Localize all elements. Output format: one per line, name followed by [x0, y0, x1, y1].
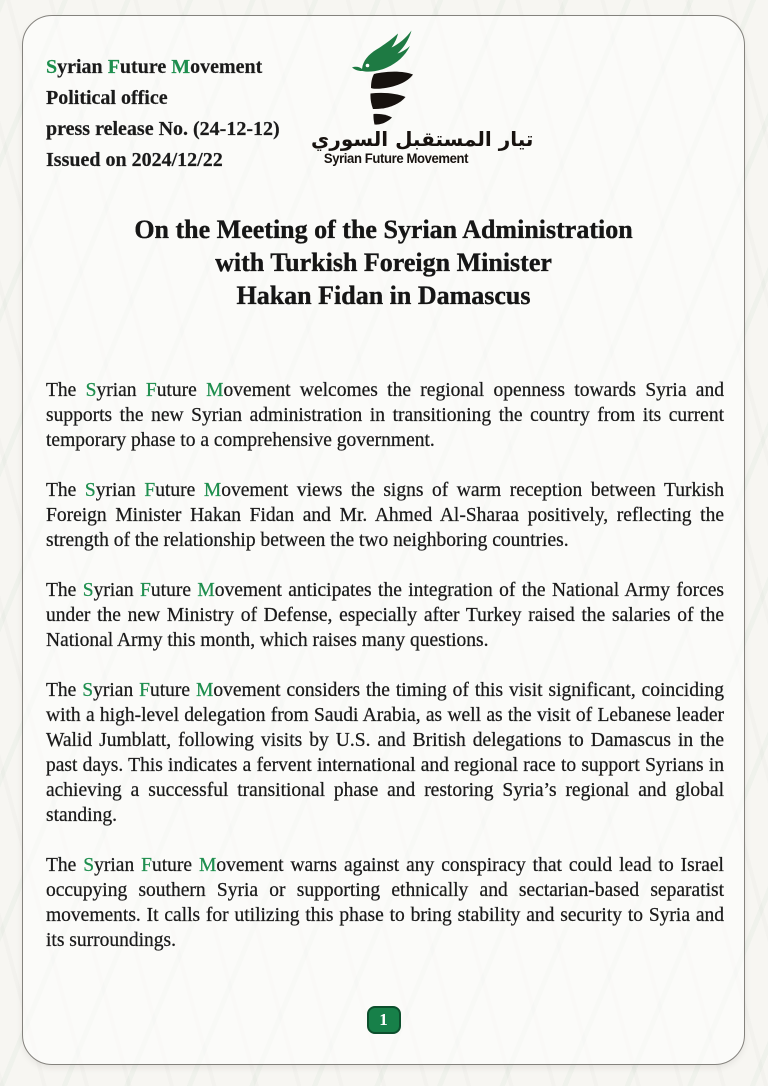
- header-info: [46, 52, 280, 176]
- brand-name: The Syrian Future Movement: [46, 580, 289, 601]
- paragraph-5: The Syrian Future Movement warns against any conspiracy that could lead to Israel occupying southern Syria or supporting ethnically and sectarian-based separatist movements. It calls for utilizing this phase to bring stability and security to Syria and its surroundings.: [46, 855, 724, 951]
- header-release-number: press release No. (24-12-12): [46, 118, 280, 140]
- logo: [311, 29, 534, 166]
- page-number-badge: 1: [367, 1006, 401, 1034]
- header-brand-line: Syrian Future Movement: [46, 56, 263, 78]
- paragraph-3: The Syrian Future Movement anticipates the integration of the National Army forces under the new Ministry of Defense, especially after Turkey raised the salaries of the National Army this month, which raises many questions.: [46, 580, 724, 651]
- title-line-3: Hakan Fidan in Damascus: [236, 281, 531, 310]
- title-line-1: On the Meeting of the Syrian Administration: [134, 215, 633, 244]
- brand-name: The Syrian Future Movement: [46, 380, 300, 401]
- eagle-flame-icon: [311, 29, 481, 125]
- paragraph-4: The Syrian Future Movement considers the timing of this visit significant, coinciding with a high-level delegation from Saudi Arabia, as well as the visit of Lebanese leader Walid Jumblatt, following visits by U.S. and British delegations to Damascus in the past days. This indicates a fervent international and regional race to support Syrians in achieving a successful transitional phase and restoring Syria’s regional and global standing.: [46, 680, 724, 826]
- brand-name: The Syrian Future Movement: [46, 480, 297, 501]
- paragraph-1: The Syrian Future Movement welcomes the regional openness towards Syria and supports the new Syrian administration in transitioning the country from its current temporary phase to a comprehensive government.: [46, 380, 724, 451]
- header-political-office: Political office: [46, 87, 168, 109]
- paragraph-2: The Syrian Future Movement views the signs of warm reception between Turkish Foreign Minister Hakan Fidan and Mr. Ahmed Al-Sharaa positively, reflecting the strength of the relationship between the two neighboring countries.: [46, 480, 724, 551]
- brand-name: The Syrian Future Movement: [46, 680, 287, 701]
- press-release-card: [22, 15, 745, 1065]
- release-title: [23, 213, 744, 312]
- logo-arabic-title: تيار المستقبل السوري: [311, 127, 534, 151]
- title-line-2: with Turkish Foreign Minister: [215, 248, 552, 277]
- header-issue-date: Issued on 2024/12/22: [46, 149, 223, 171]
- brand-name: The Syrian Future Movement: [46, 855, 291, 876]
- release-body: [46, 378, 724, 978]
- logo-wordmark: Syrian Future Movement: [323, 151, 469, 166]
